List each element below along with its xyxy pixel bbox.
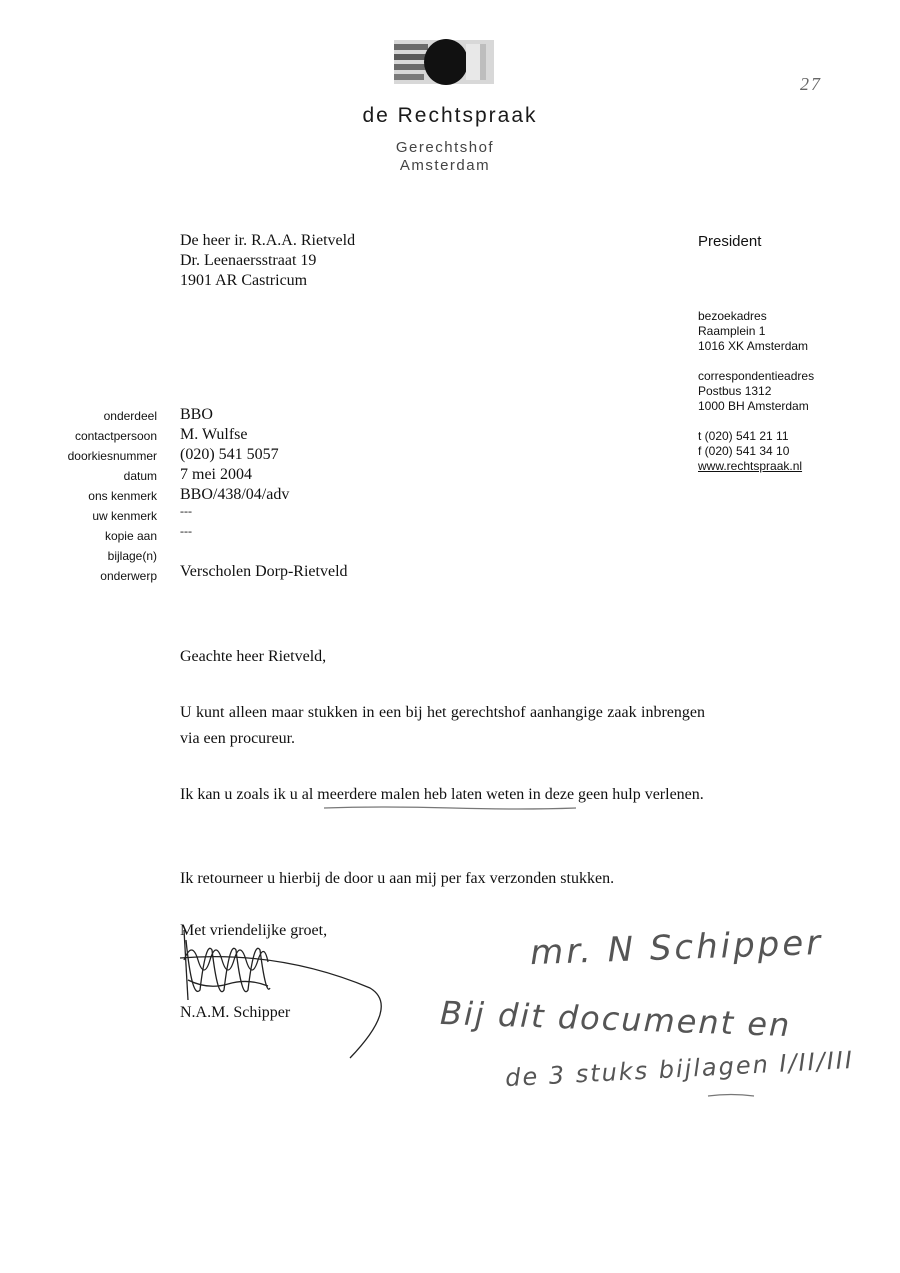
body-paragraph-1: U kunt alleen maar stukken in een bij het gerechtshof aanhangige zaak inbrengen via een procureur.	[180, 704, 705, 747]
signature-scribble	[170, 930, 400, 1060]
website-link[interactable]: www.rechtspraak.nl	[698, 459, 803, 473]
ref-label-subject: onderwerp	[100, 569, 157, 583]
recipient-street: Dr. Leenaersstraat 19	[180, 252, 317, 269]
sender-role: President	[698, 233, 762, 250]
handwritten-name: mr. N Schipper	[529, 922, 824, 974]
correspondence-address-label: correspondentieadres	[698, 369, 815, 383]
ref-value-our-reference: BBO/438/04/adv	[180, 486, 290, 503]
brand-name: de Rechtspraak	[362, 104, 538, 127]
ref-value-your-reference: ---	[180, 504, 192, 518]
court-city: Amsterdam	[399, 157, 491, 174]
ref-label-contact: contactpersoon	[74, 429, 157, 443]
ref-label-your-reference: uw kenmerk	[92, 509, 157, 523]
closing: Met vriendelijke groet,	[180, 922, 328, 939]
ref-value-direct-line: (020) 541 5057	[180, 446, 279, 463]
ref-value-copy-to: ---	[180, 524, 192, 538]
ref-value-department: BBO	[180, 406, 213, 423]
recipient-city: 1901 AR Castricum	[180, 272, 308, 289]
ref-label-attachments: bijlage(n)	[107, 549, 157, 563]
recipient-name: De heer ir. R.A.A. Rietveld	[180, 232, 356, 249]
ref-label-copy-to: kopie aan	[104, 529, 157, 543]
handwritten-note-line1: Bij dit document en	[439, 993, 792, 1045]
ref-label-our-reference: ons kenmerk	[88, 489, 157, 503]
visit-address-city: 1016 XK Amsterdam	[698, 339, 809, 353]
ref-value-subject: Verscholen Dorp-Rietveld	[180, 563, 348, 580]
phone-number: t (020) 541 21 11	[698, 429, 789, 443]
page-number: 27	[800, 74, 822, 94]
salutation: Geachte heer Rietveld,	[180, 648, 327, 665]
signatory-name: N.A.M. Schipper	[180, 1004, 291, 1021]
body-paragraph-2: Ik kan u zoals ik u al meerdere malen heb laten weten in deze geen hulp verlenen.	[180, 786, 704, 803]
handwritten-underline	[322, 805, 578, 811]
handwritten-dash	[706, 1092, 756, 1100]
body-paragraph-3: Ik retourneer u hierbij de door u aan mij per fax verzonden stukken.	[180, 870, 615, 887]
court-name: Gerechtshof	[395, 139, 495, 156]
handwritten-note-line2: de 3 stuks bijlagen I/II/III	[504, 1045, 855, 1093]
ref-label-direct-line: doorkiesnummer	[67, 449, 157, 463]
ref-label-department: onderdeel	[103, 409, 157, 423]
visit-address-street: Raamplein 1	[698, 324, 766, 338]
ref-label-date: datum	[123, 469, 157, 483]
ref-value-date: 7 mei 2004	[180, 466, 252, 483]
rechtspraak-logo	[394, 36, 494, 88]
fax-number: f (020) 541 34 10	[698, 444, 790, 458]
correspondence-city: 1000 BH Amsterdam	[698, 399, 809, 413]
correspondence-postbox: Postbus 1312	[698, 384, 772, 398]
visit-address-label: bezoekadres	[698, 309, 767, 323]
ref-value-contact: M. Wulfse	[180, 426, 248, 443]
